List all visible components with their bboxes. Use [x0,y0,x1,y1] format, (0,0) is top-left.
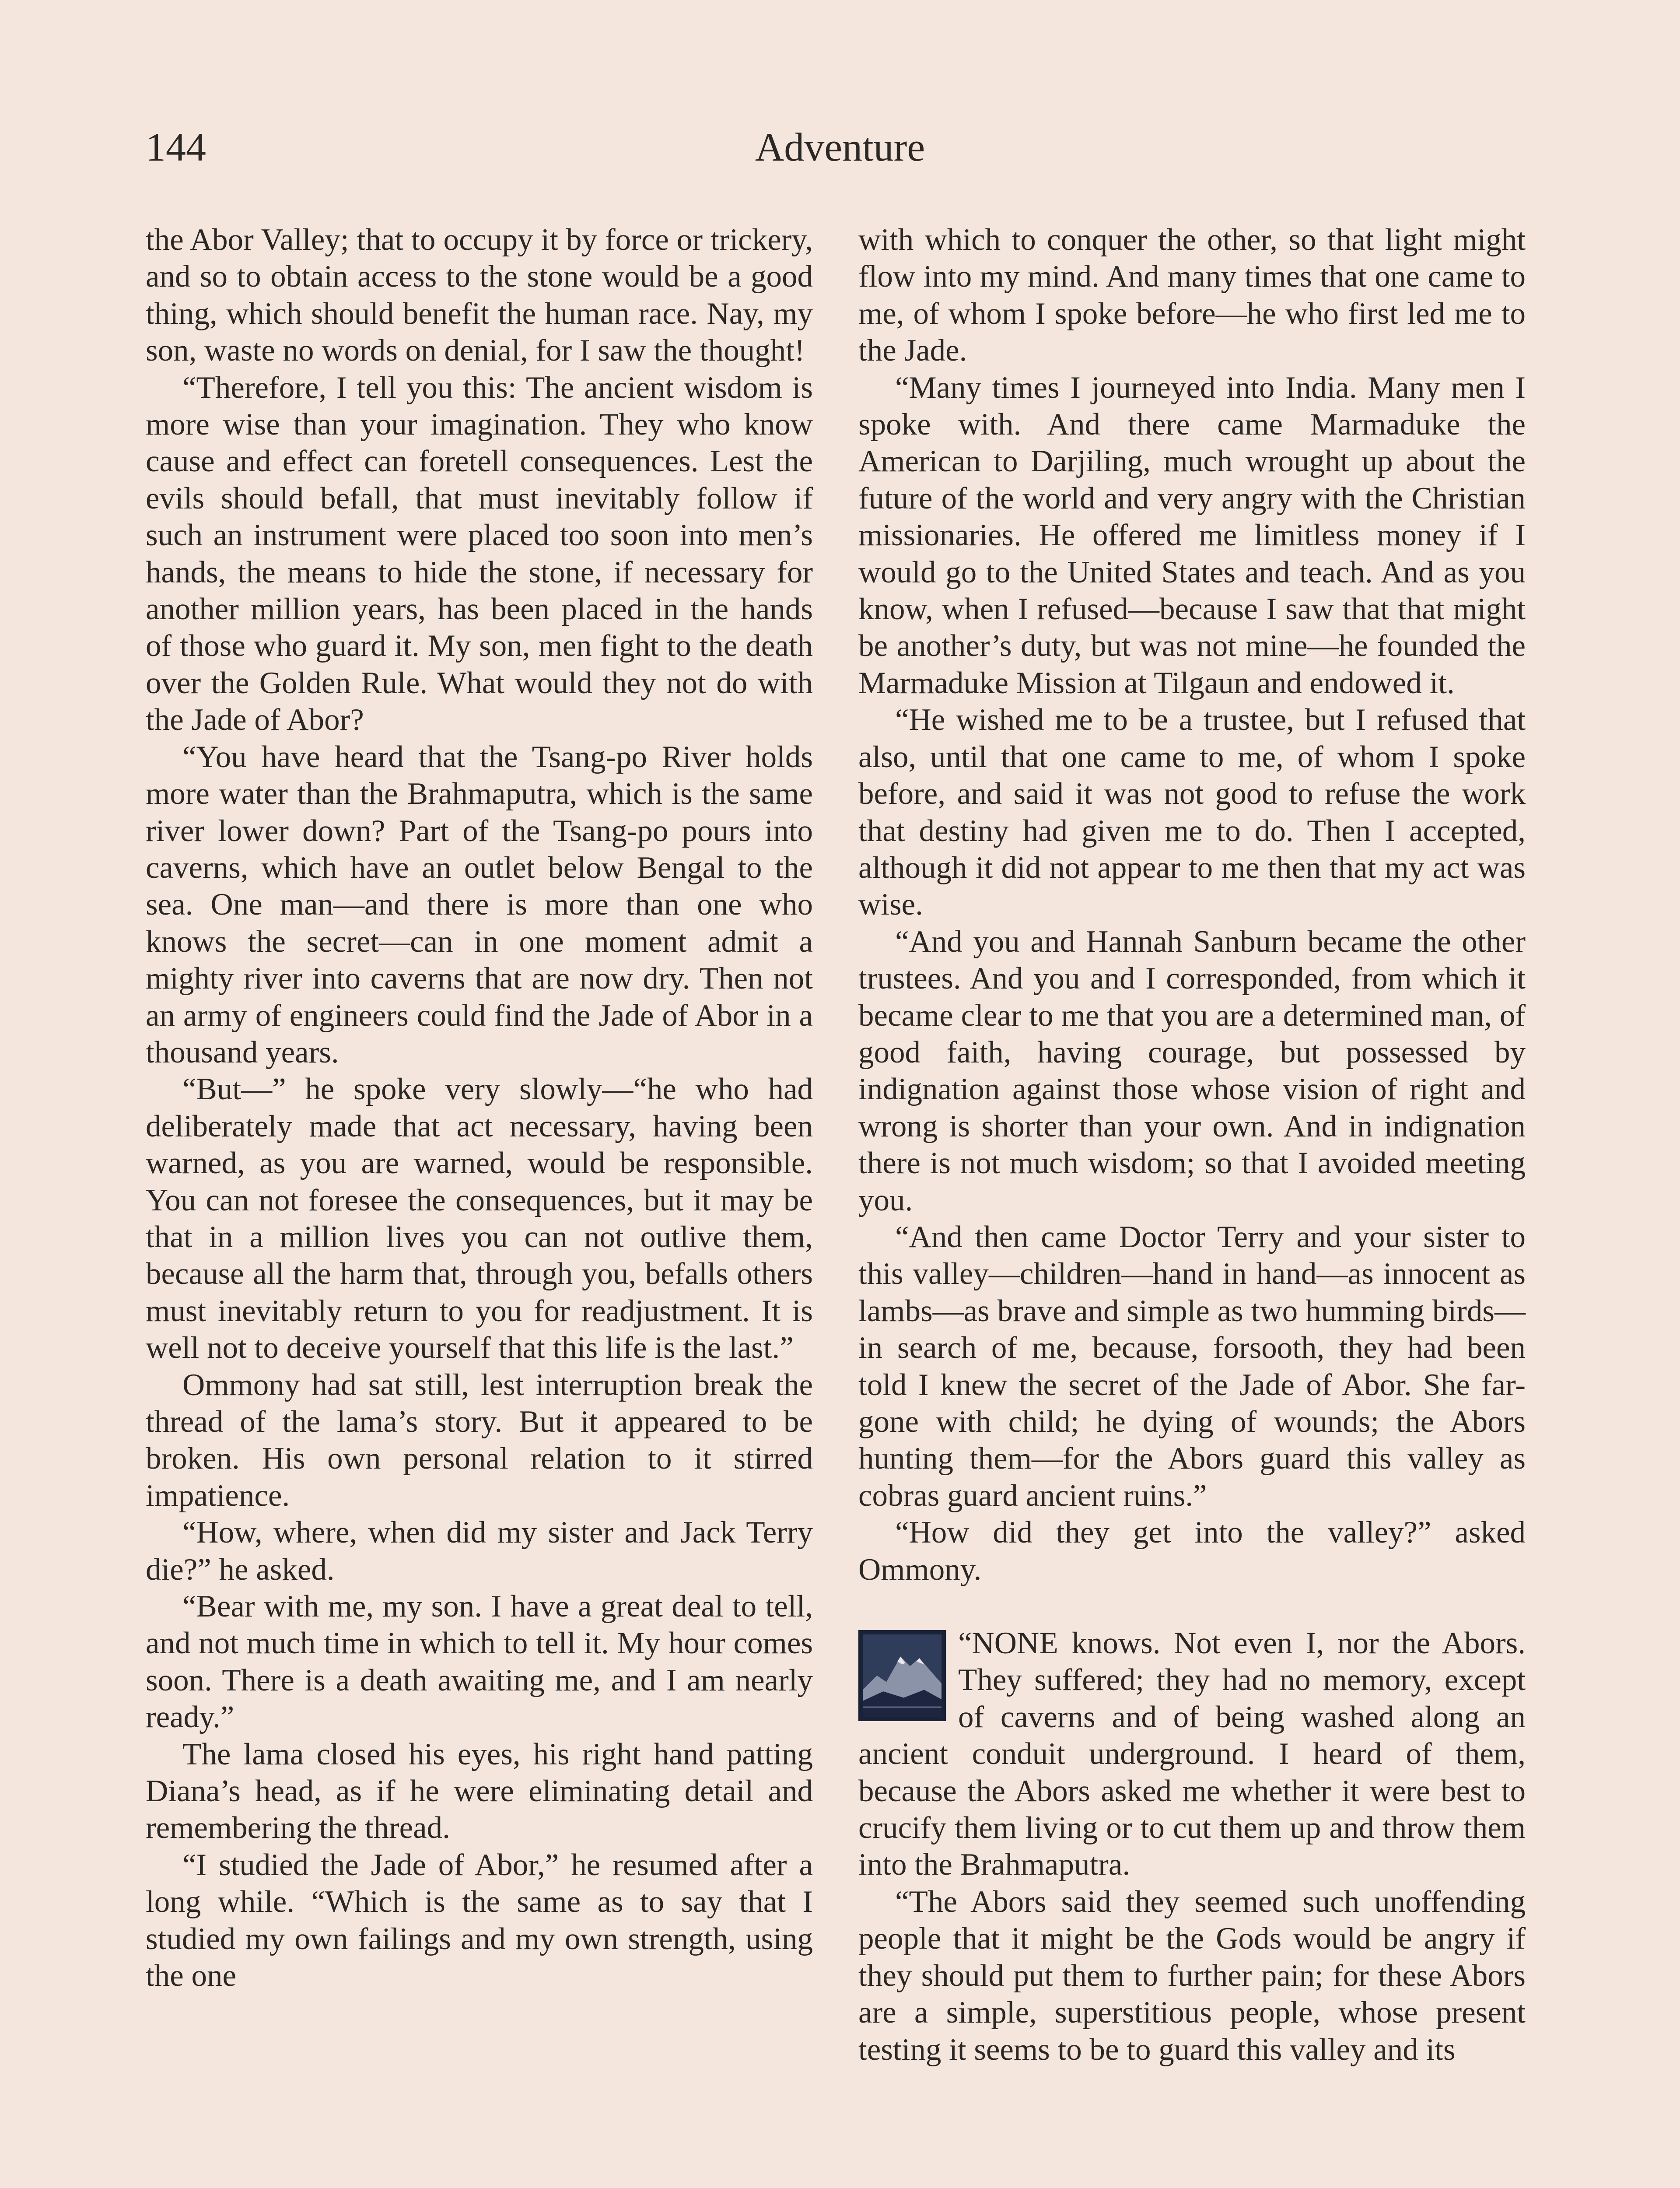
paragraph: “Many times I journeyed into India. Many men I spoke with. And there came Marmaduke the American to Darjiling, much wrought up about the future of the world and very angry with the Christian missionaries. He offered me limitless money if I would go to the United States and teach. And as you know, when I refused—because I saw that that might be another’s duty, but was not mine—he founded the Marmaduke Mission at Tilgaun and endowed it. [858,370,1526,700]
paragraph: “He wished me to be a trustee, but I refused that also, until that one came to me, of whom I spoke before, and said it was not good to refuse the work that destiny had given me to do. Then I accepted, although it did not appear to me then that my act was wise. [858,703,1526,922]
paragraph: “How, where, when did my sister and Jack Terry die?” he asked. [146,1515,813,1587]
paragraph: “You have heard that the Tsang-po River holds more water than the Brahmaputra, which is the same river lower down? Part of the Tsang-po pours into caverns, which have an outlet below Bengal to the sea. One man—and there is more than one who knows the secret—can in one moment admit a mighty river into caverns that are now dry. Then not an army of engineers could find the Jade of Abor in a thousand years. [146,740,813,1069]
paragraph: “And you and Hannah Sanburn became the other trustees. And you and I corresponded, from which it became clear to me that you are a determined man, of good faith, having courage, but possessed by indignation against those whose vision of right and wrong is shorter than your own. And in indignation there is not much wisdom; so that I avoided meeting you. [858,924,1526,1217]
paragraph: “I studied the Jade of Abor,” he resumed after a long while. “Which is the same as to say that I studied my own failings and my own strength, using the one [146,1848,813,1993]
paragraph: the Abor Valley; that to occupy it by force or trickery, and so to obtain access to the stone would be a good thing, which should benefit the human race. Nay, my son, waste no words on denial, for I saw the thought! [146,223,813,368]
right-column [858,221,1526,2068]
paragraph: “The Abors said they seemed such unoffending people that it might be the Gods would be angry if they should put them to further pain; for these Abors are a simple, superstitious people, whose present testing it seems to be to guard this valley and its [858,1884,1526,2067]
paragraph: “Bear with me, my son. I have a great deal to tell, and not much time in which to tell it. My hour comes soon. There is a death awaiting me, and I am nearly ready.” [146,1589,813,1735]
page-number: 144 [146,125,206,169]
paragraph-with-vignette [858,1625,1526,1883]
section-break [858,1588,1526,1625]
running-head: Adventure [755,125,925,169]
mountain-vignette-icon [858,1630,946,1721]
paragraph: Ommony had sat still, lest interruption break the thread of the lama’s story. But it appeared to be broken. His own personal relation to it stirred impatience. [146,1368,813,1513]
paragraph: “How did they get into the valley?” asked Ommony. [858,1515,1526,1587]
paragraph: with which to conquer the other, so that light might flow into my mind. And many times that one came to me, of whom I spoke before—he who first led me to the Jade. [858,223,1526,368]
paragraph: The lama closed his eyes, his right hand patting Diana’s head, as if he were eliminating detail and remembering the thread. [146,1737,813,1845]
paragraph: “And then came Doctor Terry and your sister to this valley—children—hand in hand—as innocent as lambs—as brave and simple as two humming birds—in search of me, because, forsooth, they had been told I knew the secret of the Jade of Abor. She far-gone with child; he dying of wounds; the Abors hunting them—for the Abors guard this valley as cobras guard ancient ruins.” [858,1220,1526,1513]
paragraph: “But—” he spoke very slowly—“he who had deliberately made that act necessary, having been warned, as you are warned, would be responsible. You can not foresee the consequences, but it may be that in a million lives you can not outlive them, because all the harm that, through you, befalls others must inevitably return to you for readjustment. It is well not to deceive yourself that this life is the last.” [146,1072,813,1365]
left-column [146,221,813,1995]
paragraph: “Therefore, I tell you this: The ancient wisdom is more wise than your imagination. They who know cause and effect can foretell consequences. Lest the evils should befall, that must inevitably follow if such an instrument were placed too soon into men’s hands, the means to hide the stone, if necessary for another million years, has been placed in the hands of those who guard it. My son, men fight to the death over the Golden Rule. What would they not do with the Jade of Abor? [146,370,813,737]
paragraph-text: “NONE knows. Not even I, nor the Abors. They suffered; they had no memory, except of caverns and of being washed along an ancient conduit underground. I heard of them, because the Abors asked me whether it were best to crucify them living or to cut them up and throw them into the Brahmaputra. [858,1626,1526,1882]
